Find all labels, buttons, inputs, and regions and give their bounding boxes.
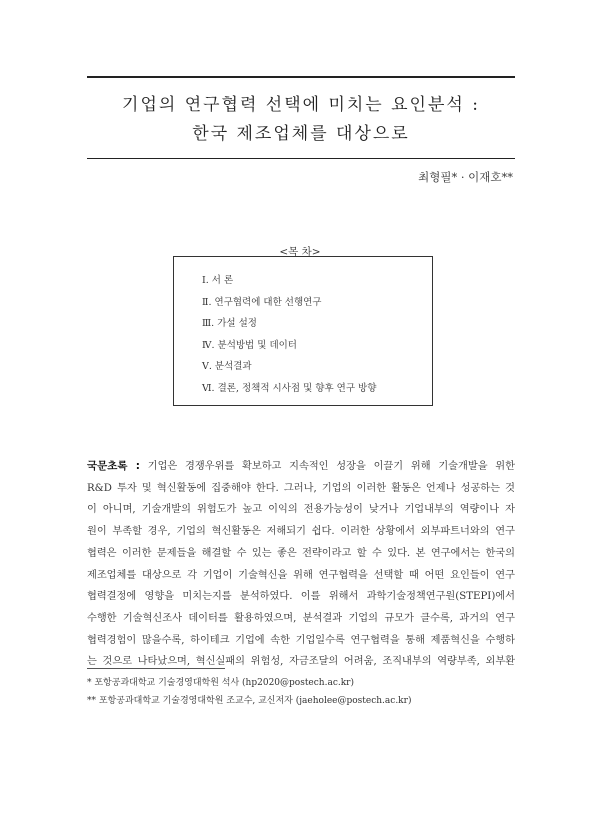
abstract-label: 국문초록 : (87, 460, 140, 472)
toc-item: Ⅲ. 가설 설정 (202, 318, 257, 330)
abstract (87, 456, 515, 673)
abstract-line: 협력은 이러한 문제들을 해결할 수 있는 좋은 전략이라고 할 수 있다. 본 연구에서는 한국의 (87, 547, 515, 559)
abstract-body (87, 456, 515, 673)
title-bottom-rule (87, 158, 515, 159)
toc-item: Ⅱ. 연구협력에 대한 선행연구 (202, 296, 322, 308)
title-top-rule (87, 76, 515, 78)
abstract-line: 수행한 기술혁신조사 데이터를 활용하였으며, 분석결과 기업의 규모가 클수록, 과거의 연구 (87, 612, 515, 624)
abstract-line: 이 아니며, 기술개발의 위험도가 높고 이익의 전용가능성이 낮거나 기업내부의 역량이나 자 (87, 504, 515, 516)
abstract-line: 국문초록 : 기업은 경쟁우위를 확보하고 지속적인 성장을 이끌기 위해 기술개발을 위한 (87, 460, 515, 472)
abstract-line: 협력결정에 영향을 미치는지를 분석하였다. 이를 위해서 과학기술정책연구원(STEPI)에서 (87, 591, 515, 603)
abstract-line: R&D 투자 및 혁신활동에 집중해야 한다. 그러나, 기업의 이러한 활동은 언제나 성공하는 것 (87, 482, 515, 494)
toc-item: Ⅰ. 서 론 (202, 275, 234, 286)
footnotes (87, 674, 411, 710)
toc-list (202, 270, 376, 400)
footnote-rule (87, 668, 225, 669)
toc-item: Ⅳ. 분석방법 및 데이터 (202, 339, 297, 351)
toc-item: Ⅵ. 결론, 정책적 시사점 및 향후 연구 방향 (202, 382, 377, 394)
toc-item: Ⅴ. 분석결과 (202, 361, 252, 373)
authors: 최형필* · 이재호** (418, 170, 513, 184)
abstract-line: 는 것으로 나타났으며, 혁신실패의 위험성, 자금조달의 어려움, 조직내부의 역량부족, 외부환 (87, 656, 515, 668)
abstract-line: 제조업체를 대상으로 각 기업이 기술혁신을 위해 연구협력을 선택할 때 어떤 요인들이 연구 (87, 569, 515, 581)
footnote: ** 포항공과대학교 기술경영대학원 조교수, 교신저자 (jaeholee@postech.ac.kr) (87, 696, 412, 706)
footnote: * 포항공과대학교 기술경영대학원 석사 (hp2020@postech.ac.kr) (87, 678, 354, 688)
abstract-line: 협력경험이 많을수록, 하이테크 기업에 속한 기업일수록 연구협력을 통해 제품혁신을 수행하 (87, 634, 515, 646)
paper-title-line-2: 한국 제조업체를 대상으로 (192, 124, 410, 144)
abstract-line: 원이 부족할 경우, 기업의 혁신활동은 저해되기 쉽다. 이러한 상황에서 외부파트너와의 연구 (87, 526, 515, 538)
toc-box (173, 256, 433, 406)
toc-heading: <목 차> (279, 246, 321, 258)
paper-title-line-1: 기업의 연구협력 선택에 미치는 요인분석 : (122, 95, 480, 115)
